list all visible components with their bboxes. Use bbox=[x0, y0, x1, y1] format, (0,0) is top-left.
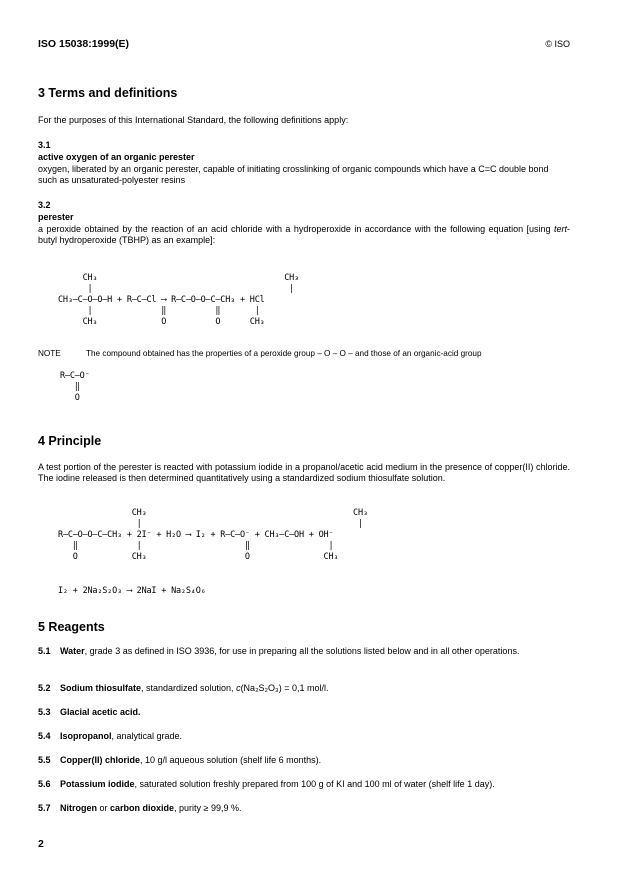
reagent-5-5: 5.5 Copper(II) chloride, 10 g/l aqueous solution (shelf life 6 months). bbox=[38, 755, 322, 765]
equation-thiosulfate-titration: I₂ + 2Na₂S₂O₃ ⟶ 2NaI + Na₂S₄O₆ bbox=[58, 586, 206, 596]
eq1-row-bar: | | bbox=[58, 284, 295, 294]
grp-row-main: R—C—O⁻ bbox=[60, 371, 90, 381]
reagent-5-6: 5.6 Potassium iodide, saturated solution freshly prepared from 100 g of KI and 100 ml of water (shelf life 1 day). bbox=[38, 779, 495, 789]
reagent-5-1: 5.1 Water, grade 3 as defined in ISO 3936, for use in preparing all the solutions listed below and in all other operations. bbox=[38, 646, 520, 656]
eq2-row-bar2: ‖ | ‖ | bbox=[58, 541, 334, 551]
equation-perester-formation bbox=[58, 273, 299, 328]
document-id: ISO 15038:1999(E) bbox=[38, 38, 130, 50]
eq1-row-bottom: CH₃ O O CH₃ bbox=[58, 317, 265, 327]
def-3-1-term: active oxygen of an organic perester bbox=[38, 152, 195, 162]
reagent-5-2: 5.2 Sodium thiosulfate, standardized solution, c(Na₂S₂O₃) = 0,1 mol/l. bbox=[38, 683, 329, 693]
def-3-2-number: 3.2 bbox=[38, 200, 51, 210]
eq2-row-bottom: O CH₃ O CH₃ bbox=[58, 552, 339, 562]
eq2-row-bar: | | bbox=[58, 519, 363, 529]
eq2-row-main: R—C—O—O—C—CH₃ + 2I⁻ + H₂O ⟶ I₂ + R—C—O⁻ + CH₃—C—OH + OH⁻ bbox=[58, 530, 334, 540]
eq2-row-top: CH₃ CH₃ bbox=[58, 508, 368, 518]
note-label: NOTE bbox=[38, 349, 61, 358]
eq1-row-main: CH₃—C—O—O—H + R—C—Cl ⟶ R—C—O—O—C—CH₃ + HCl bbox=[58, 295, 265, 305]
reagent-5-3: 5.3 Glacial acetic acid. bbox=[38, 707, 141, 717]
section-3-intro: For the purposes of this International Standard, the following definitions apply: bbox=[38, 115, 349, 125]
grp-row-bar: ‖ bbox=[60, 382, 80, 392]
def-3-2-text: a peroxide obtained by the reaction of an acid chloride with a hydroperoxide in accordance with the following equation [using tert-butyl hydroperoxide (TBHP) as an example]: bbox=[38, 224, 570, 245]
eq1-row-top: CH₃ CH₃ bbox=[58, 273, 299, 283]
note-text: The compound obtained has the properties of a peroxide group – O – O – and those of an organic-acid group bbox=[86, 349, 482, 358]
section-4-title: 4 Principle bbox=[38, 434, 102, 448]
reagent-5-7: 5.7 Nitrogen or carbon dioxide, purity ≥ 99,9 %. bbox=[38, 803, 242, 813]
def-3-2-term: perester bbox=[38, 212, 74, 222]
copyright-notice: © ISO bbox=[545, 39, 570, 49]
section-3-title: 3 Terms and definitions bbox=[38, 86, 178, 100]
page-number: 2 bbox=[38, 838, 44, 850]
eq1-row-bar2: | ‖ ‖ | bbox=[58, 306, 260, 316]
def-3-1-number: 3.1 bbox=[38, 140, 51, 150]
reagent-5-4: 5.4 Isopropanol, analytical grade. bbox=[38, 731, 183, 741]
equation-iodine-release bbox=[58, 508, 368, 563]
grp-row-bottom: O bbox=[60, 393, 80, 403]
organic-acid-group-structure bbox=[60, 371, 90, 404]
section-4-text: A test portion of the perester is reacted with potassium iodide in a propanol/acetic acid medium in the presence of copper(II) chloride. The iodine released is then determined quantitatively using a standardized sodium thiosulfate solution. bbox=[38, 462, 570, 483]
def-3-1-text: oxygen, liberated by an organic perester, capable of initiating crosslinking of organic compounds which have a C=C double bond such as unsaturated-polyester resins bbox=[38, 164, 549, 185]
section-5-title: 5 Reagents bbox=[38, 620, 105, 634]
